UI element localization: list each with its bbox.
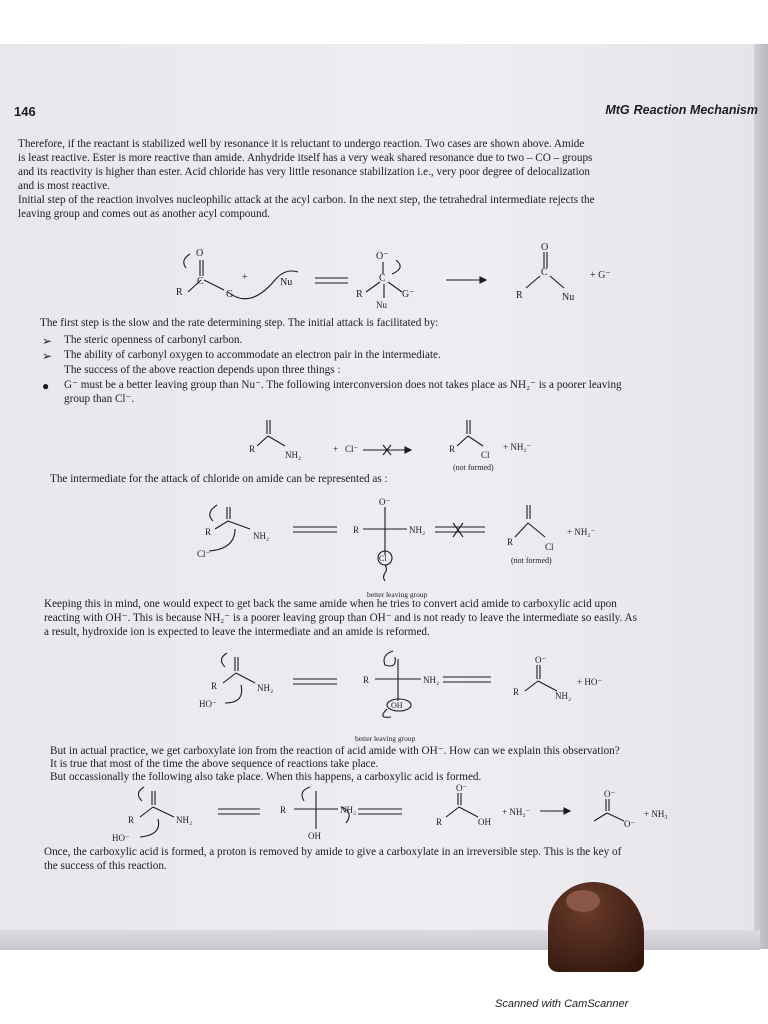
atom-o: O <box>196 248 204 259</box>
text-line: Once, the carboxylic acid is formed, a proton is removed by amide to give a carboxylate in an irreversible step. This is the key of <box>44 846 622 858</box>
atom-c: C <box>541 267 548 278</box>
atom-r: R <box>436 817 443 827</box>
atom-nh2: NH₂ <box>257 683 274 693</box>
atom-r: R <box>449 444 456 454</box>
atom-cl: Cl <box>379 554 387 563</box>
text-line: But occassionally the following also take place. When this happens, a carboxylic acid is formed. <box>50 771 482 783</box>
text-line: Initial step of the reaction involves nucleophilic attack at the acyl carbon. In the next step, the tetrahedral intermediate rejects the <box>18 194 595 206</box>
running-header <box>605 103 758 117</box>
text-line: reacting with OH⁻. This is because NH₂⁻ is a poorer leaving group than OH⁻ and is not ready to leave the intermediate so easily. As <box>44 612 637 624</box>
atom-nh2: NH₂ <box>409 525 426 535</box>
atom-oh: OH <box>391 701 403 710</box>
atom-o: O⁻ <box>456 783 468 793</box>
bullet-text: The ability of carbonyl oxygen to accommodate an electron pair in the intermediate. <box>64 349 441 361</box>
atom-o-minus: O⁻ <box>624 819 636 829</box>
not-formed-label: (not formed) <box>453 463 494 472</box>
product-nh2-minus: + NH₂⁻ <box>503 442 532 452</box>
text-line: Keeping this in mind, one would expect to get back the same amide when he tries to convert acid amide to carboxylic acid upon <box>44 598 617 610</box>
atom-cl-minus: Cl⁻ <box>345 444 359 454</box>
atom-c: C <box>197 276 204 287</box>
chapter-title: Reaction Mechanism <box>633 103 758 117</box>
text-line: The success of the above reaction depends upon three things : <box>64 364 341 376</box>
mechanism-scheme-nucleophilic-attack <box>170 240 650 315</box>
thumb-nail <box>566 890 600 912</box>
text-line: is least reactive. Ester is more reactive than amide. Anhydride itself has a very weak shared resonance due to two – CO – groups <box>18 152 593 164</box>
atom-c: C <box>379 273 386 284</box>
atom-o: O⁻ <box>535 655 547 665</box>
atom-cl: Cl <box>545 542 554 552</box>
text-line: It is true that most of the time the above sequence of reactions take place. <box>50 758 379 770</box>
atom-r: R <box>205 527 212 537</box>
product-g-minus: + G⁻ <box>590 270 611 281</box>
product-nh2-minus: + NH₂⁻ <box>567 527 596 537</box>
atom-r: R <box>516 290 523 301</box>
atom-nh2: NH₂ <box>555 691 572 701</box>
plus-sign: + <box>333 444 339 454</box>
atom-r: R <box>128 815 135 825</box>
atom-oh: OH <box>308 831 321 841</box>
atom-o-minus: O⁻ <box>376 251 389 262</box>
atom-nh2: NH₂ <box>285 450 302 460</box>
text-line: a result, hydroxide ion is expected to leave the intermediate and an amide is reformed. <box>44 626 430 638</box>
text-line: Therefore, if the reactant is stabilized well by resonance it is reluctant to undergo reaction. Two cases are shown above. Amide <box>18 138 585 150</box>
atom-ho-minus: HO⁻ <box>112 833 130 843</box>
atom-ho-minus: HO⁻ <box>199 699 217 709</box>
text-line: The intermediate for the attack of chloride on amide can be represented as : <box>50 473 388 485</box>
product-nh2-minus: + NH₂⁻ <box>502 807 531 817</box>
atom-g-minus: G⁻ <box>402 289 415 300</box>
atom-oh: OH <box>478 817 491 827</box>
brand-logo: MtG <box>605 103 630 117</box>
atom-nu: Nu <box>280 277 293 288</box>
text-line: But in actual practice, we get carboxylate ion from the reaction of acid amide with OH⁻. How can we explain this observation? <box>50 745 620 757</box>
text-line: the success of this reaction. <box>44 860 167 872</box>
atom-r: R <box>507 537 514 547</box>
interconversion-scheme <box>245 412 575 472</box>
carboxylic-acid-formation-scheme <box>110 783 710 845</box>
atom-g: G <box>226 289 234 300</box>
bullet-text: G⁻ must be a better leaving group than Nu⁻. The following interconversion does not takes place as NH₂⁻ is a poorer leaving <box>64 379 622 391</box>
atom-cl-minus: Cl⁻ <box>197 549 211 559</box>
atom-o: O <box>541 242 549 253</box>
bullet-arrow: ➢ <box>42 334 53 348</box>
text-line: leaving group and comes out as another acyl compound. <box>18 208 270 220</box>
atom-r: R <box>249 444 256 454</box>
atom-r: R <box>363 675 370 685</box>
scanner-watermark: Scanned with CamScanner <box>495 998 629 1010</box>
text-line: The first step is the slow and the rate determining step. The initial attack is facilitated by: <box>40 317 439 329</box>
atom-o-minus: O⁻ <box>379 497 391 507</box>
atom-r: R <box>353 525 360 535</box>
not-formed-label: (not formed) <box>511 556 552 565</box>
product-nh3: + NH₃ <box>644 809 668 819</box>
atom-nh2: NH₂ <box>176 815 193 825</box>
atom-nh2: NH₂ <box>340 805 357 815</box>
bullet-text: group than Cl⁻. <box>64 393 135 405</box>
bullet-arrow: ➢ <box>42 349 53 363</box>
atom-r: R <box>280 805 287 815</box>
better-leaving-label: better leaving group <box>367 590 428 599</box>
atom-nu: Nu <box>562 292 575 303</box>
atom-nu: Nu <box>376 300 387 310</box>
text-line: and is most reactive. <box>18 180 110 192</box>
atom-r: R <box>176 287 183 298</box>
chloride-attack-intermediate-scheme <box>195 495 615 600</box>
atom-nh2: NH₂ <box>253 531 270 541</box>
atom-o: O⁻ <box>604 789 616 799</box>
page-number: 146 <box>14 104 36 119</box>
product-ho-minus: + HO⁻ <box>577 677 603 687</box>
plus-sign: + <box>242 272 248 283</box>
hydroxide-attack-scheme <box>195 645 615 745</box>
text-line: and its reactivity is higher than ester. Acid chloride has very little resonance stabilization i.e., very poor degree of delocalization <box>18 166 590 178</box>
atom-r: R <box>513 687 520 697</box>
atom-r: R <box>211 681 218 691</box>
page-edge <box>0 930 760 950</box>
atom-r: R <box>356 289 363 300</box>
bullet-dot: ● <box>42 379 50 393</box>
atom-cl: Cl <box>481 450 490 460</box>
atom-nh2: NH₂ <box>423 675 440 685</box>
bullet-text: The steric openness of carbonyl carbon. <box>64 334 243 346</box>
better-leaving-label: better leaving group <box>355 734 416 743</box>
